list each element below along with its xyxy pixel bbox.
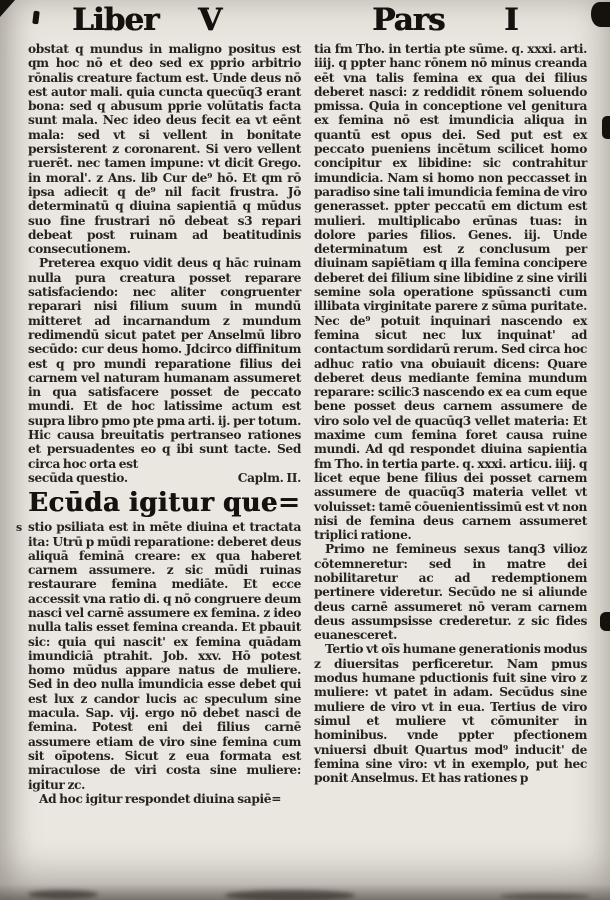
running-header	[0, 2, 610, 40]
running-header-book-numeral: V	[198, 2, 222, 38]
paragraph-responsio: tia fm Tho. in tertia pte sūme. q. xxxi. arti. iiij. q ppter hanc rōnem nō minus creanda eēt vna talis femina ex qua dei filius deberet nasci: z reddidit rōnem soluendo pmissa. Quia in conceptione vel genitura ex femina nō est imundicia aliqua in quantū est opus dei. Sed put est ex peccato pueniens incētum scilicet homo concipitur ex libidine: sic contrahitur imundicia. Nam si homo non peccasset in paradiso sine tali imundicia femina de viro generasset. ppter peccatū em dictum est mulieri. multiplicabo erūnas tuas: in dolore paries filios. Genes. iij. Unde determinatum est z conclusum per diuinam sapiētiam q illa femina concipere deberet dei filium sine libidine z sine virili semine sola operatione spūssancti cum illibata virginitate parere z sūma puritate. Nec de⁹ potuit inquinari nascendo ex femina sicut nec lux inquinat' ad contactum sordidarū rerum. Sed circa hoc adhuc ratio vna obuiauit dicens: Quare deberet deus mediante femina mundum reparare: scilic3 nascendo ex ea cum eque bene posset deus carnem assumere de viro solo vel de quacūq3 vellet materia: Et maxime cum femina foret causa ruine mundi. Ad qd respondet diuina sapientia fm Tho. in tertia parte. q. xxxi. articu. iiij. q licet eque bene filius dei posset carnem assumere de quacūq3 materia vellet vt voluisset: tamē cōuenientissimū est vt non nisi de femina deus carnem assumeret triplici ratione.	[314, 42, 587, 543]
paragraph-continuation: obstat q mundus in maligno positus est qm hoc nō et deo sed ex pprio arbitrio rōnalis creature factum est. Unde deus nō est autor mali. quia cuncta quecūq3 erant bona: sed q abusum pprie volūtatis facta sunt mala. Nec ideo deus fecit ea vt eēnt mala: sed vt si vellent in bonitate persisterent z coronarent. Si vero vellent ruerēt. nec tamen impune: vt dicit Grego. in moral'. z Ans. lib Cur de⁹ hō. Et qm rō ipsa adiecit q de⁹ nil facit frustra. Jō determinatū q diuina sapientiā q mūdus suo fine frustrari nō debeat s3 repari debeat post ruinam ad beatitudinis consecutionem.	[28, 42, 301, 257]
ink-blot-right-edge-upper	[602, 116, 610, 139]
running-header-pars: Pars	[372, 2, 445, 38]
left-column	[16, 42, 301, 806]
ink-blot-top-right	[591, 2, 610, 27]
chapter-label: Caplm. II.	[237, 470, 301, 485]
guide-letter: s	[16, 521, 22, 535]
paragraph-catchline: Ad hoc igitur respondet diuina sapiē=	[39, 791, 282, 806]
right-column	[314, 42, 587, 806]
text-block	[16, 42, 588, 806]
paragraph-tail: secūda questio.	[28, 470, 128, 485]
paragraph-preterea: Preterea exquo vidit deus q hāc ruinam nulla pura creatura posset reparare satisfaciendo: nec aliter congruenter reparari nisi filium suum in mundū mitteret ad incarnandum z mundum redimendū sicut patet per Anselmū libro secūdo: cur deus homo. Jdcirco diffinitum est q pro mundi reparatione filius dei carnem vel naturam humanam assumeret in qua satisfacere posset de peccato mundi. Et de hoc latissime actum est supra libro pmo pte pma arti. ij. per totum. Hic causa breuitatis pertranseo rationes et persuadentes eo q ibi sunt tacte. Sed circa hoc orta est	[28, 256, 301, 471]
paragraph-tertio-quartus: Tertio vt oīs humane generationis modus z diuersitas perficeretur. Nam pmus modus humane pductionis fuit sine viro z muliere: vt patet in adam. Secūdus sine muliere de viro vt in eua. Tertius de viro simul et muliere vt cōmuniter in hominibus. vnde ppter pfectionem vniuersi dbuit Quartus mod⁹ inducit' de femina sine viro: vt in exemplo, put hec ponit Anselmus. Et has rationes p	[314, 642, 587, 786]
paragraph-end-line	[28, 471, 301, 485]
page-edge-shadow	[0, 884, 610, 900]
paragraph-questio	[16, 520, 301, 792]
paragraph-questio-text: stio psiliata est in mēte diuina et tractata ita: Utrū p mūdi reparatione: deberet deus aliquā feminā creare: ex qua haberet carnem assumere. z sic mūdi ruinas restaurare femina mediāte. Et ecce accessit vna ratio di. q nō congruere deum nasci vel carnē assumere ex femina. z ideo nulla talis esset femina creanda. Et pbauit sic: quia qui nascit' ex femina quādam imundiciā ptrahit. Job. xxv. Hō potest homo mūdus appare natus de muliere. Sed in deo nulla imundicia esse debet qui est lux z candor lucis ac speculum sine macula. Sap. vij. ergo nō debet nasci de femina. Potest eni dei filius carnē assumere etiam de viro sine femina cum sit oīpotens. Sicut z eua formata est miraculose de viri costa sine muliere: igitur zc.	[28, 520, 301, 792]
section-heading: Ecūda igitur que=	[28, 488, 301, 519]
running-header-liber: Liber	[72, 2, 159, 38]
ink-blot-right-edge-lower	[600, 612, 610, 631]
running-header-part-numeral: I	[504, 2, 518, 38]
paragraph-primo-secundo: Primo ne femineus sexus tanq3 vilioz cōtemneretur: sed in matre dei nobilitaretur ac ad redemptionem pertinere videretur. Secūdo ne si aliunde deus carnē assumeret nō veram carnem deus assumpsisse crederetur. z sic fides euanesceret.	[314, 542, 587, 643]
